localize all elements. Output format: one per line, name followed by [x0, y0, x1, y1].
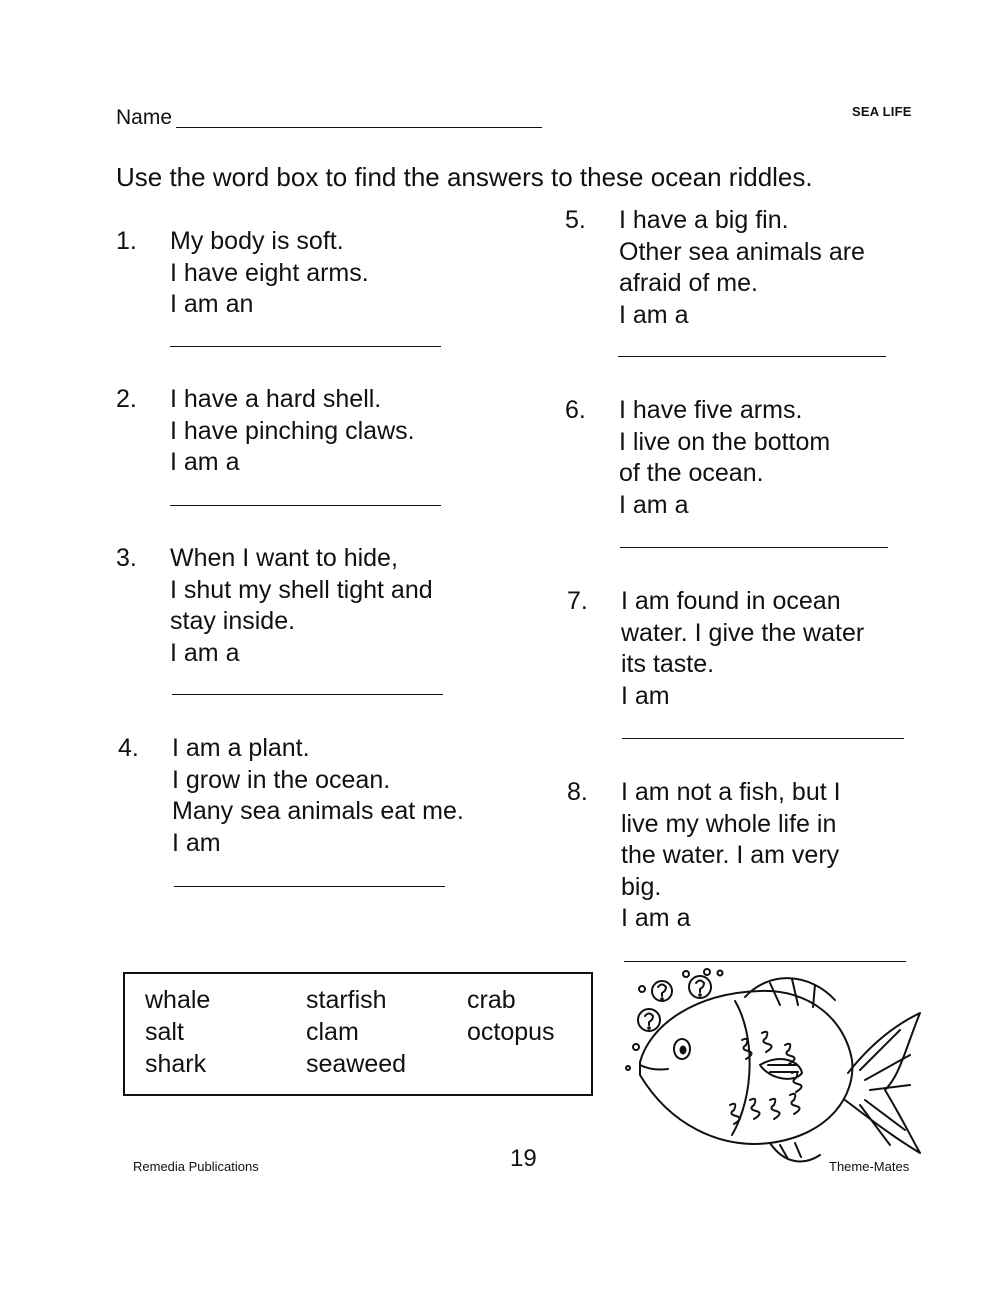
- riddle-text: [621, 777, 841, 935]
- riddle-line: I am a: [619, 300, 689, 329]
- riddle-text: [170, 384, 415, 479]
- instructions: Use the word box to find the answers to these ocean riddles.: [116, 162, 813, 192]
- word-box-item: starfish: [306, 986, 387, 1014]
- word-box-item: shark: [145, 1050, 207, 1078]
- riddle-line: I am a: [621, 904, 691, 932]
- answer-line-2[interactable]: [170, 505, 441, 506]
- riddle-line: I have a hard shell.: [170, 385, 382, 413]
- riddle-line: I have a big fin.: [619, 206, 789, 234]
- riddle-line: I grow in the ocean.: [172, 765, 391, 794]
- riddle-line: Other sea animals are: [619, 237, 865, 266]
- topic-label: SEA LIFE: [852, 104, 912, 119]
- riddle-line: I am a: [170, 448, 240, 476]
- riddle-line: Many sea animals eat me.: [172, 797, 464, 825]
- answer-line-5[interactable]: [618, 356, 886, 357]
- riddle-number: 1.: [116, 227, 137, 255]
- riddle-text: [170, 226, 369, 321]
- riddle-line: When I want to hide,: [170, 544, 398, 572]
- answer-line-4[interactable]: [174, 886, 445, 887]
- riddle-line: I am: [621, 681, 670, 710]
- riddle-line: I am a: [619, 490, 689, 519]
- word-box: [123, 972, 593, 1096]
- riddle-number: 2.: [116, 385, 137, 413]
- answer-line-1[interactable]: [170, 346, 441, 347]
- answer-line-6[interactable]: [620, 547, 888, 548]
- answer-line-7[interactable]: [622, 738, 904, 739]
- riddle-line: I am an: [170, 290, 254, 318]
- word-box-item: whale: [145, 986, 211, 1014]
- word-box-item: octopus: [467, 1018, 555, 1046]
- riddle-line: I have eight arms.: [170, 258, 369, 287]
- word-box-item: seaweed: [306, 1050, 407, 1078]
- riddle-line: I am a plant.: [172, 734, 310, 762]
- riddle-line: I am a: [170, 638, 240, 667]
- riddle-line: its taste.: [621, 650, 715, 678]
- riddle-line: afraid of me.: [619, 269, 758, 297]
- riddle-line: live my whole life in: [621, 809, 837, 838]
- riddle-line: I am not a fish, but I: [621, 778, 841, 806]
- riddle-line: My body is soft.: [170, 227, 344, 255]
- riddle-text: [172, 733, 464, 859]
- riddle-number: 3.: [116, 544, 137, 572]
- riddle-number: 8.: [567, 778, 588, 806]
- fish-with-question-bubbles-icon: [620, 965, 925, 1175]
- name-blank-line[interactable]: [176, 127, 542, 128]
- riddle-line: of the ocean.: [619, 459, 764, 487]
- riddle-line: I have five arms.: [619, 396, 803, 424]
- riddle-line: stay inside.: [170, 607, 296, 635]
- answer-line-8[interactable]: [624, 961, 906, 962]
- riddle-text: [619, 205, 865, 331]
- riddle-text: [170, 543, 433, 669]
- page-number: 19: [510, 1145, 537, 1172]
- riddle-number: 4.: [118, 734, 139, 762]
- riddle-text: [619, 395, 830, 521]
- answer-line-3[interactable]: [172, 694, 443, 695]
- riddle-line: I live on the bottom: [619, 427, 831, 456]
- riddle-line: water. I give the water: [621, 618, 865, 647]
- riddle-line: I have pinching claws.: [170, 416, 415, 445]
- riddle-number: 6.: [565, 396, 586, 424]
- riddle-line: big.: [621, 872, 662, 901]
- riddle-line: the water. I am very: [621, 841, 840, 869]
- riddle-line: I shut my shell tight and: [170, 575, 433, 604]
- riddle-number: 5.: [565, 206, 586, 234]
- word-box-item: clam: [306, 1018, 359, 1046]
- riddle-number: 7.: [567, 587, 588, 615]
- word-box-item: salt: [145, 1018, 184, 1046]
- series-label: Theme-Mates: [829, 1159, 910, 1174]
- publisher-label: Remedia Publications: [133, 1159, 259, 1174]
- word-box-item: crab: [467, 986, 516, 1014]
- riddle-line: I am found in ocean: [621, 587, 841, 615]
- riddle-line: I am: [172, 828, 221, 857]
- name-label: Name: [116, 106, 173, 129]
- riddle-text: [621, 586, 864, 712]
